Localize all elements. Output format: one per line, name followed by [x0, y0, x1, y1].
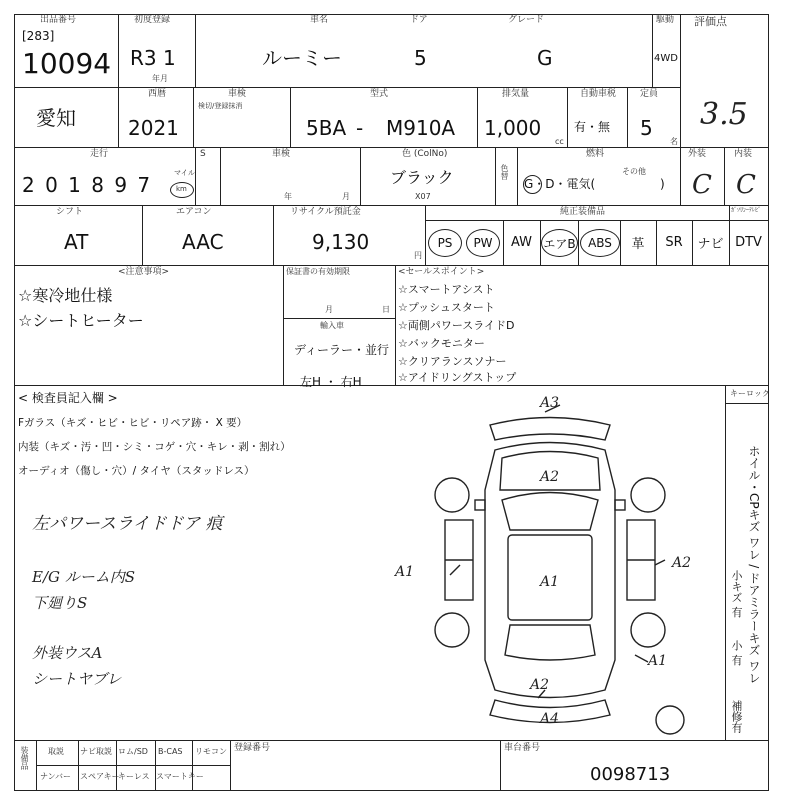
region-value: 愛知 — [36, 106, 76, 130]
glass-line: Fガラス（キズ・ヒビ・ヒビ・リペア跡・ X 要） — [18, 417, 248, 429]
mileage-label: 走行 — [90, 149, 109, 159]
first-reg-unit: 年月 — [152, 74, 168, 83]
damage-mark: A4 — [540, 711, 560, 727]
hand-note: シートヤブレ — [32, 670, 122, 688]
equip-leather: 革 — [631, 236, 645, 252]
footer-equip-label: 装備品 — [20, 746, 29, 770]
tax-label: 自動車税 — [580, 89, 617, 99]
shift-value: AT — [64, 230, 89, 254]
damage-mark: A1 — [395, 564, 415, 580]
year-value: 2021 — [128, 116, 179, 140]
footer-item: スマートキー — [156, 772, 204, 781]
exterior-label: 外装 — [688, 149, 707, 159]
damage-mark: A2 — [540, 469, 560, 485]
interior-value: C — [736, 170, 756, 200]
warranty-label: 保証書の有効期限 — [286, 267, 350, 276]
hand-note: 外装ウスA — [32, 644, 103, 662]
damage-mark: A2 — [672, 555, 692, 571]
footer-item: 取説 — [48, 747, 64, 756]
chassis-value: 0098713 — [590, 764, 671, 785]
equip-ps: PS — [428, 229, 462, 257]
mileage-unit-mile: マイル — [174, 169, 195, 177]
side-text: ホイル・CPキズ ワレ / ドアミラーキズ ワレ — [747, 445, 761, 684]
doors-value: 5 — [414, 46, 427, 70]
capacity-unit: 名 — [670, 137, 678, 146]
fuel-gasoline-circle — [523, 175, 542, 194]
footer-item: ナンバー — [40, 772, 72, 781]
warranty-day: 日 — [382, 305, 390, 314]
hand-note: 左パワースライドドア 痕 — [32, 514, 223, 534]
equip-sunroof: SR — [665, 234, 683, 250]
shaken-month: 月 — [342, 192, 350, 201]
mileage-unit-km-circle — [170, 182, 194, 198]
equip-navi: ナビ — [697, 236, 724, 252]
year-label: 西暦 — [148, 89, 167, 99]
side-small2: 小 有 — [730, 640, 743, 666]
model-value: ルーミー — [262, 46, 342, 70]
fuel-label: 燃料 — [586, 149, 605, 159]
grade-value: G — [537, 46, 553, 70]
damage-mark: A3 — [540, 395, 560, 411]
sales-point: ☆両側パワースライドD — [398, 319, 515, 332]
sales-label: <セールスポイント> — [398, 267, 485, 277]
equip-abs: ABS — [580, 229, 620, 257]
mileage-unit-km: km — [176, 185, 187, 193]
first-reg-value: R3 1 — [130, 46, 176, 70]
type-dash: - — [356, 116, 364, 140]
fuel-value: G・D・電気( — [524, 177, 596, 191]
interior-line: 内装（キズ・汚・凹・シミ・コゲ・穴・キレ・剥・割れ） — [18, 441, 291, 453]
lot-label: 出品番号 — [40, 15, 77, 25]
tax-value: 有・無 — [574, 120, 611, 134]
footer-item: キーレス — [118, 772, 150, 781]
type-b: M910A — [386, 116, 456, 140]
inspection-note: 検切/登録抹消 — [198, 102, 243, 110]
import-dealer: ディーラー・並行 — [294, 343, 390, 357]
equip-airbag: エアB — [541, 229, 578, 257]
sales-point: ☆バックモニター — [398, 337, 485, 350]
note-item: ☆寒冷地仕様 — [18, 286, 113, 305]
shaken-year: 年 — [284, 192, 292, 201]
sales-point: ☆スマートアシスト — [398, 283, 495, 296]
grade-label: グレード — [508, 15, 545, 25]
interior-label: 内装 — [734, 149, 753, 159]
recycle-unit: 円 — [414, 251, 422, 260]
shift-label: シフト — [56, 207, 84, 217]
color-code: X07 — [415, 192, 431, 201]
note-item: ☆シートヒーター — [18, 311, 144, 330]
notes-label: <注意事項> — [118, 267, 170, 277]
model-label: 車名 — [310, 15, 329, 25]
drive-label: 駆動 — [656, 15, 675, 25]
lot-prefix: [283] — [22, 29, 55, 43]
equip-aw: AW — [510, 234, 533, 250]
damage-mark: A1 — [648, 653, 668, 669]
sales-point: ☆クリアランスソナー — [398, 355, 507, 368]
score-value: 3.5 — [700, 97, 748, 132]
footer-item: ロム/SD — [118, 747, 148, 756]
exterior-value: C — [692, 170, 712, 200]
sales-point: ☆アイドリングストップ — [398, 371, 517, 384]
s-label: S — [200, 149, 206, 159]
first-reg-label: 初度登録 — [134, 15, 171, 25]
footer-item: B-CAS — [158, 747, 183, 756]
sales-point: ☆プッシュスタート — [398, 301, 495, 314]
doors-label: ドア — [410, 15, 428, 25]
footer-item: ナビ取説 — [80, 747, 112, 756]
audio-line: オーディオ（傷し・穴）/ タイヤ（スタッドレス） — [18, 465, 255, 477]
side-small: 小キズ 有 — [730, 570, 743, 618]
fuel-other: その他 — [622, 167, 646, 176]
capacity-label: 定員 — [640, 89, 659, 99]
ac-value: AAC — [182, 230, 224, 254]
fuel-close: ) — [660, 177, 665, 191]
type-label: 型式 — [370, 89, 389, 99]
shaken-label: 車検 — [272, 149, 291, 159]
hand-note: 下廻りS — [32, 594, 88, 612]
recycle-label: リサイクル預託金 — [290, 207, 361, 217]
damage-mark: A2 — [530, 677, 550, 693]
cc-unit: cc — [555, 137, 564, 146]
reg-no-label: 登録番号 — [234, 743, 271, 753]
ac-label: エアコン — [176, 207, 212, 217]
inspection-label: < 検査員記入欄 > — [18, 391, 118, 405]
type-a: 5BA — [306, 116, 347, 140]
inspection-label: 車検 — [228, 89, 247, 99]
recycle-value: 9,130 — [312, 230, 370, 254]
equipment-label: 純正装備品 — [560, 207, 606, 217]
hand-note: E/G ルーム内S — [32, 568, 136, 586]
score-label: 評価点 — [694, 15, 727, 28]
keyless-label: キーロック — [730, 389, 770, 398]
cc-value: 1,000 — [484, 116, 542, 140]
footer-item: リモコン — [195, 747, 227, 756]
mileage-value: 2 0 1 8 9 7 — [22, 173, 153, 197]
color-label: 色 (ColNo) — [402, 149, 448, 159]
color-change-label: 色替 — [500, 164, 509, 180]
equip-dtv: DTV — [735, 234, 762, 250]
capacity-value: 5 — [640, 116, 653, 140]
chassis-label: 車台番号 — [504, 743, 541, 753]
drive-value: 4WD — [654, 53, 678, 64]
lot-number: 10094 — [22, 47, 112, 80]
warranty-month: 月 — [325, 305, 333, 314]
color-value: ブラック — [390, 168, 454, 187]
equip-pw: PW — [466, 229, 500, 257]
damage-mark: A1 — [540, 574, 560, 590]
footer-item: スペアキー — [80, 772, 120, 781]
import-handle: 左H ・ 右H — [300, 375, 362, 389]
import-label: 輸入車 — [320, 321, 344, 330]
cc-label: 排気量 — [502, 89, 530, 99]
navi-tv-label: ｶﾞｿﾘﾝｰﾃﾚﾋﾞ — [731, 207, 762, 214]
side-repair: 補修有 — [730, 700, 743, 733]
